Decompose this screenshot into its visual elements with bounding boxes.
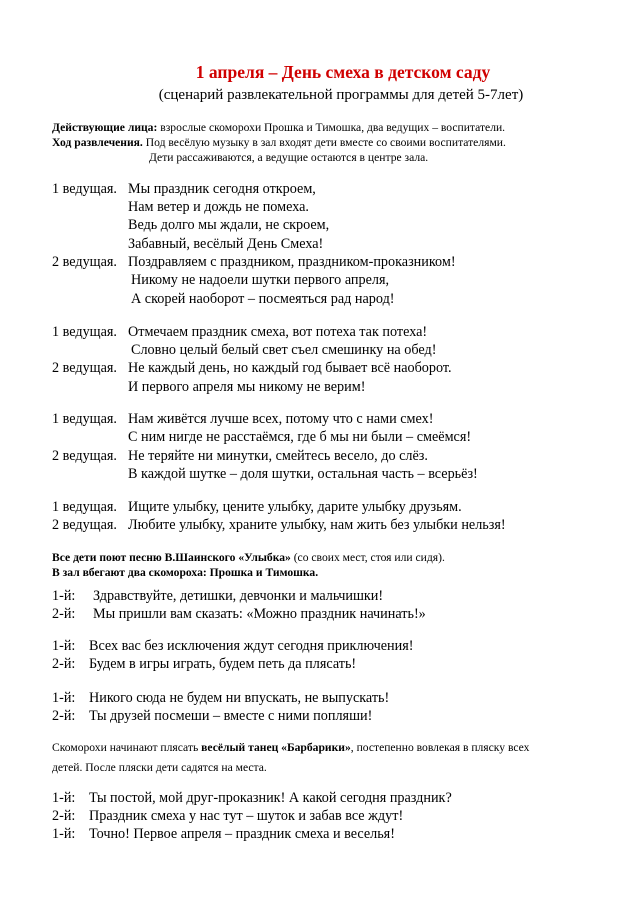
dialogue-line xyxy=(52,690,389,707)
speaker-label: 1 ведущая. xyxy=(52,181,117,197)
entrance-direction: В зал вбегают два скомороха: Прошка и Тимошка. xyxy=(52,566,319,579)
dialogue-text: Никого сюда не будем ни впускать, не выпускать! xyxy=(89,690,390,706)
speaker-label: 2 ведущая. xyxy=(52,360,117,376)
dialogue-line xyxy=(52,517,506,534)
dialogue-line xyxy=(52,588,383,605)
speaker-label: 1-й: xyxy=(52,588,76,604)
dialogue-line: С ним нигде не расстаёмся, где б мы ни были – смеёмся! xyxy=(128,429,472,445)
course-text: Под весёлую музыку в зал входят дети вместе со своими воспитателями. xyxy=(142,136,506,149)
song-direction-text: (со своих мест, стоя или сидя). xyxy=(290,551,445,564)
course-label: Ход развлечения. xyxy=(52,136,143,149)
speaker-label: 1 ведущая. xyxy=(52,411,117,427)
speaker-label: 2-й: xyxy=(52,708,76,724)
dialogue-text: Мы праздник сегодня откроем, xyxy=(128,181,316,197)
speaker-label: 2-й: xyxy=(52,808,76,824)
dialogue-line xyxy=(52,656,356,673)
dance-direction-bold: весёлый танец «Барбарики» xyxy=(201,741,351,754)
dialogue-text: Не теряйте ни минутки, смейтесь весело, до слёз. xyxy=(128,448,428,464)
dialogue-line: А скорей наоборот – посмеяться рад народ! xyxy=(131,291,395,307)
dialogue-line xyxy=(52,411,433,428)
dialogue-line: И первого апреля мы никому не верим! xyxy=(128,379,366,395)
dialogue-text: Поздравляем с праздником, праздником-проказником! xyxy=(128,254,456,270)
speaker-label: 1-й: xyxy=(52,790,76,806)
dialogue-text: Будем в игры играть, будем петь да плясать! xyxy=(89,656,357,672)
dialogue-text: Ты друзей посмеши – вместе с ними попляши! xyxy=(89,708,373,724)
dialogue-line xyxy=(52,808,403,825)
dialogue-text: Любите улыбку, храните улыбку, нам жить без улыбки нельзя! xyxy=(128,517,506,533)
dialogue-text: Нам живётся лучше всех, потому что с нами смех! xyxy=(128,411,434,427)
dialogue-line xyxy=(52,254,456,271)
dialogue-text: Ищите улыбку, цените улыбку, дарите улыбку друзьям. xyxy=(128,499,462,515)
speaker-label: 2-й: xyxy=(52,656,76,672)
dialogue-line xyxy=(52,638,413,655)
dialogue-text: Ты постой, мой друг-проказник! А какой сегодня праздник? xyxy=(89,790,452,806)
dance-direction xyxy=(52,741,529,754)
roles-text: взрослые скоморохи Прошка и Тимошка, два ведущих – воспитатели. xyxy=(157,121,506,134)
speaker-label: 1-й: xyxy=(52,638,76,654)
dialogue-line: В каждой шутке – доля шутки, остальная часть – всерьёз! xyxy=(128,466,478,482)
speaker-label: 2-й: xyxy=(52,606,76,622)
dialogue-line xyxy=(52,708,372,725)
dialogue-text: Не каждый день, но каждый год бывает всё наоборот. xyxy=(128,360,452,376)
dialogue-line xyxy=(52,360,452,377)
dance-direction-pre: Скоморохи начинают плясать xyxy=(52,741,202,754)
course-line-2: Дети рассаживаются, а ведущие остаются в центре зала. xyxy=(149,151,429,164)
dialogue-text: Праздник смеха у нас тут – шуток и забав все ждут! xyxy=(89,808,404,824)
dialogue-line xyxy=(52,790,452,807)
dialogue-text: Всех вас без исключения ждут сегодня приключения! xyxy=(89,638,414,654)
speaker-label: 2 ведущая. xyxy=(52,254,117,270)
roles-line xyxy=(52,121,505,134)
speaker-label: 1 ведущая. xyxy=(52,324,117,340)
dialogue-line: Ведь долго мы ждали, не скроем, xyxy=(128,217,330,233)
speaker-label: 2 ведущая. xyxy=(52,448,117,464)
document-title: 1 апреля – День смеха в детском саду xyxy=(195,62,491,82)
song-direction-bold: Все дети поют песню В.Шаинского «Улыбка» xyxy=(52,551,291,564)
dialogue-line xyxy=(52,324,427,341)
dialogue-line xyxy=(52,499,462,516)
dialogue-line xyxy=(52,181,316,198)
dialogue-line xyxy=(52,606,426,623)
speaker-label: 1-й: xyxy=(52,690,76,706)
dialogue-text: Мы пришли вам сказать: «Можно праздник начинать!» xyxy=(93,606,426,622)
speaker-label: 1-й: xyxy=(52,826,76,842)
dialogue-line: Никому не надоели шутки первого апреля, xyxy=(131,272,390,288)
dialogue-text: Здравствуйте, детишки, девчонки и мальчишки! xyxy=(93,588,384,604)
dance-direction-post: , постепенно вовлекая в пляску всех xyxy=(350,741,530,754)
roles-label: Действующие лица: xyxy=(52,121,158,134)
dialogue-line: Забавный, весёлый День Смеха! xyxy=(128,236,324,252)
dialogue-text: Отмечаем праздник смеха, вот потеха так потеха! xyxy=(128,324,428,340)
dialogue-text: Точно! Первое апреля – праздник смеха и веселья! xyxy=(89,826,395,842)
song-direction xyxy=(52,551,445,564)
speaker-label: 2 ведущая. xyxy=(52,517,117,533)
course-line xyxy=(52,136,506,149)
dance-direction-2: детей. После пляски дети садятся на места. xyxy=(52,761,267,774)
dialogue-line: Нам ветер и дождь не помеха. xyxy=(128,199,309,215)
dialogue-line: Словно целый белый свет съел смешинку на обед! xyxy=(131,342,437,358)
speaker-label: 1 ведущая. xyxy=(52,499,117,515)
document-subtitle: (сценарий развлекательной программы для детей 5-7лет) xyxy=(158,87,524,103)
dialogue-line xyxy=(52,448,428,465)
dialogue-line xyxy=(52,826,395,843)
